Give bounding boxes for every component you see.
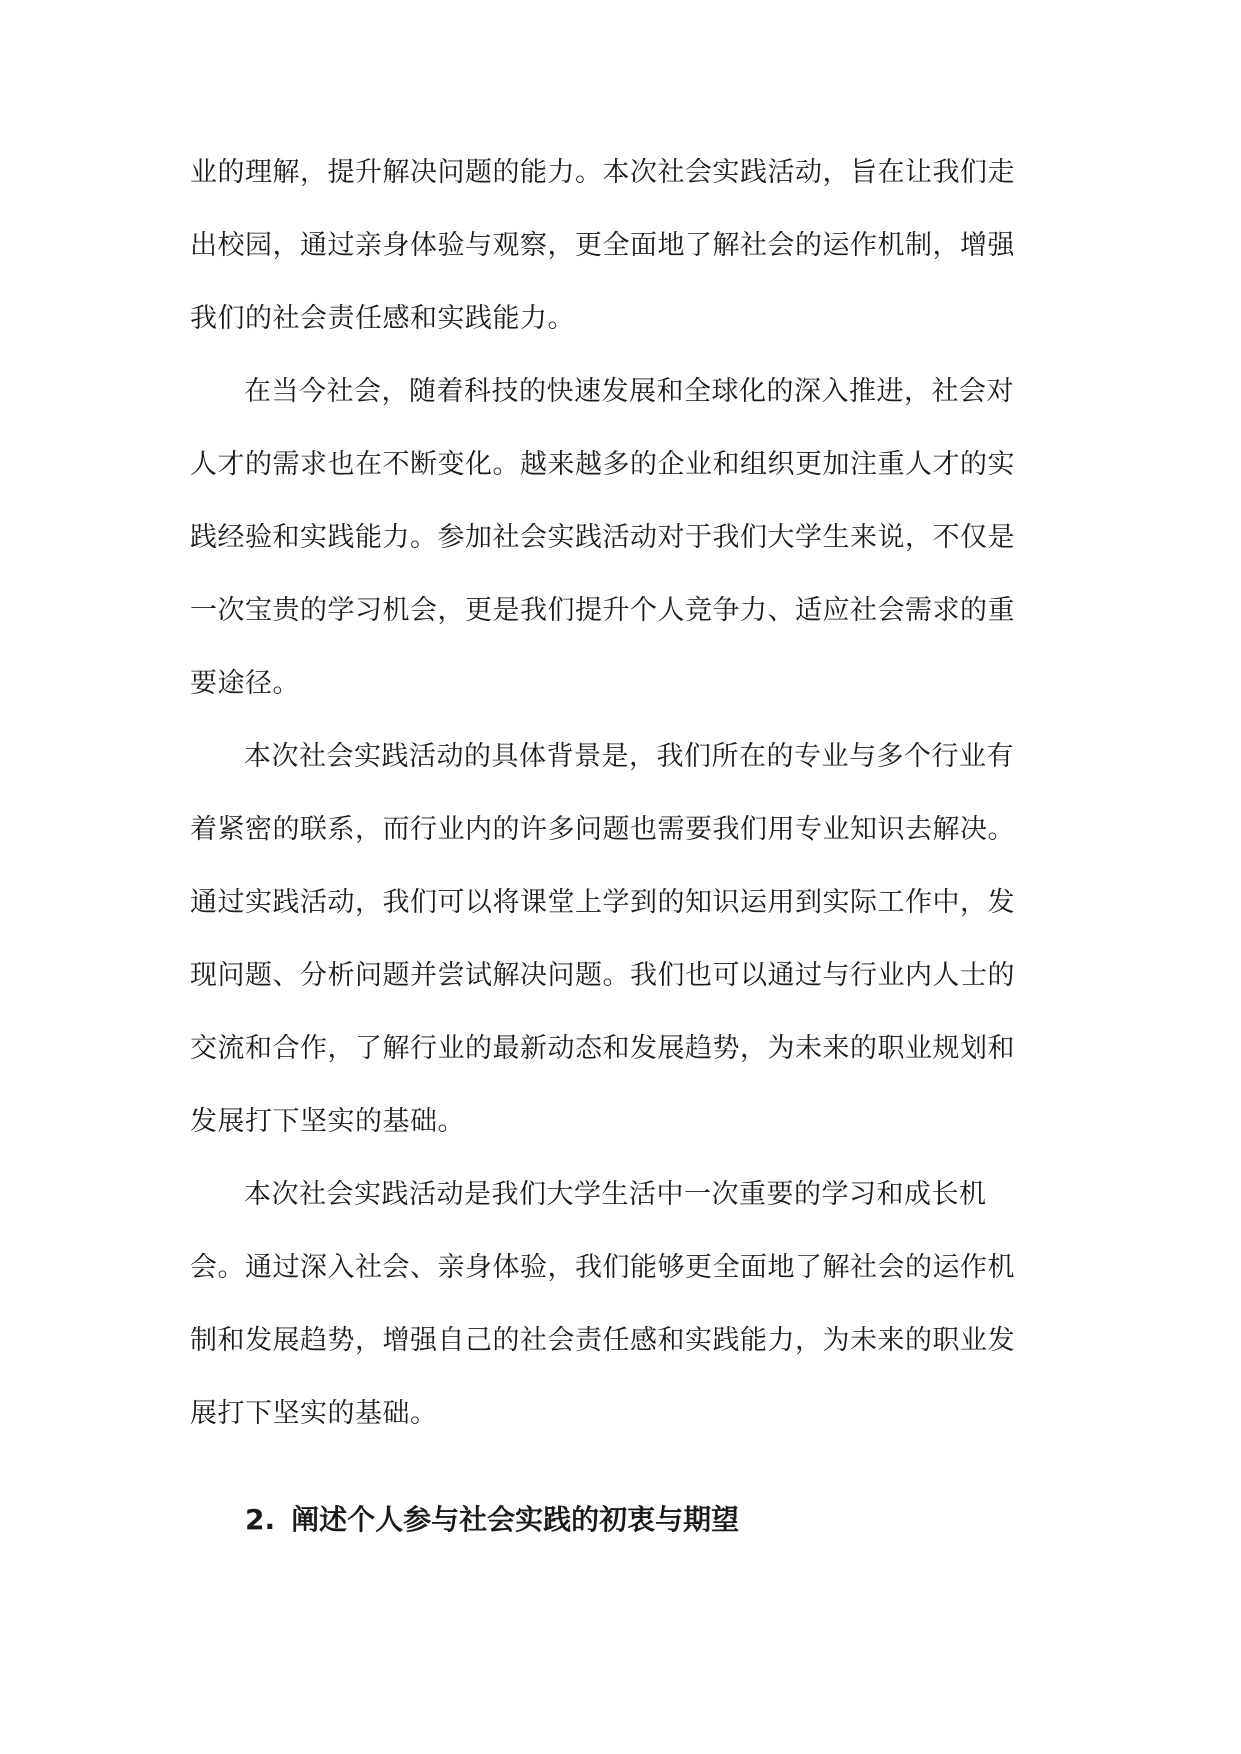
paragraph-2-line-2: 人才的需求也在不断变化。越来越多的企业和组织更加注重人才的实	[190, 449, 1015, 480]
paragraph-2-line-4: 一次宝贵的学习机会，更是我们提升个人竞争力、适应社会需求的重	[190, 595, 1015, 626]
paragraph-4-line-2: 会。通过深入社会、亲身体验，我们能够更全面地了解社会的运作机	[190, 1252, 1015, 1283]
paragraph-1-line-2: 出校园，通过亲身体验与观察，更全面地了解社会的运作机制，增强	[190, 230, 1015, 261]
paragraph-2-line-3: 践经验和实践能力。参加社会实践活动对于我们大学生来说，不仅是	[190, 522, 1015, 553]
paragraph-4-line-1: 本次社会实践活动是我们大学生活中一次重要的学习和成长机	[244, 1179, 987, 1210]
paragraph-3-line-5: 交流和合作，了解行业的最新动态和发展趋势，为未来的职业规划和	[190, 1033, 1015, 1064]
paragraph-3-line-3: 通过实践活动，我们可以将课堂上学到的知识运用到实际工作中，发	[190, 887, 1015, 918]
paragraph-3-line-1: 本次社会实践活动的具体背景是，我们所在的专业与多个行业有	[244, 741, 1014, 772]
section-heading-text: 阐述个人参与社会实践的初衷与期望	[291, 1503, 740, 1536]
paragraph-3-line-2: 着紧密的联系，而行业内的许多问题也需要我们用专业知识去解决。	[190, 814, 1015, 845]
paragraph-3-line-4: 现问题、分析问题并尝试解决问题。我们也可以通过与行业内人士的	[190, 960, 1015, 991]
paragraph-4-line-4: 展打下坚实的基础。	[190, 1398, 438, 1429]
section-heading-number: 2.	[245, 1503, 276, 1536]
section-heading	[245, 1499, 739, 1541]
paragraph-4-line-3: 制和发展趋势，增强自己的社会责任感和实践能力，为未来的职业发	[190, 1325, 1015, 1356]
paragraph-2-line-5: 要途径。	[190, 668, 300, 699]
paragraph-2-line-1: 在当今社会，随着科技的快速发展和全球化的深入推进，社会对	[244, 376, 1014, 407]
paragraph-1-line-1: 业的理解，提升解决问题的能力。本次社会实践活动，旨在让我们走	[190, 157, 1015, 188]
paragraph-3-line-6: 发展打下坚实的基础。	[190, 1106, 465, 1137]
paragraph-1-line-3: 我们的社会责任感和实践能力。	[190, 303, 575, 334]
